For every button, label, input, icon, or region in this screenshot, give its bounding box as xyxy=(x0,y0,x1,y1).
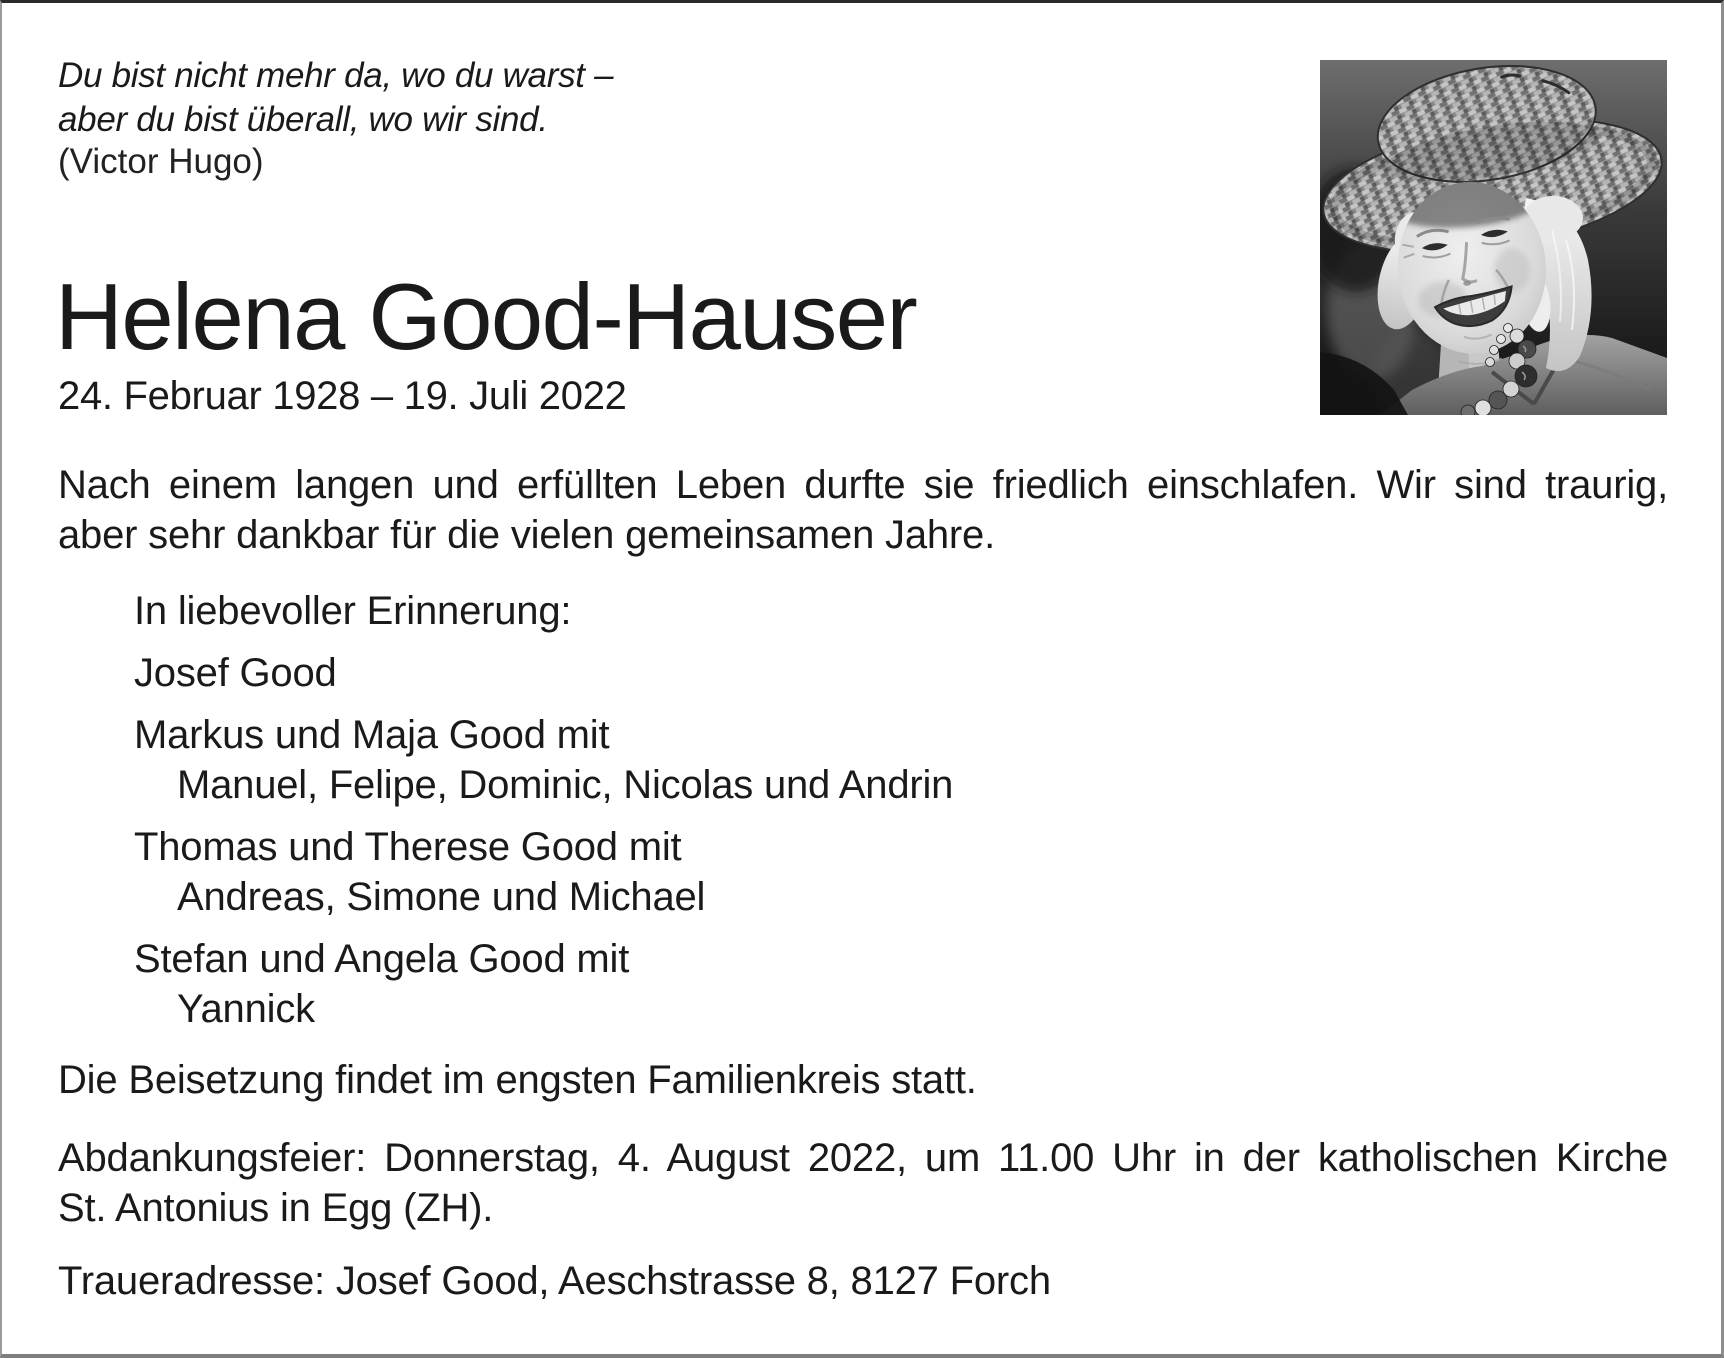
memorial-entry xyxy=(134,822,953,922)
deceased-name: Helena Good-Hauser xyxy=(55,264,917,369)
memorial-heading: In liebevoller Erinnerung: xyxy=(134,589,572,633)
memorial-entry-main: Thomas und Therese Good mit xyxy=(134,825,682,869)
portrait-photo xyxy=(1320,60,1667,415)
memorial-entry-main: Josef Good xyxy=(134,651,337,695)
memorial-entry xyxy=(134,710,953,810)
memorial-entry-sub: Yannick xyxy=(177,987,315,1031)
memorial-entry-sub: Manuel, Felipe, Dominic, Nicolas und Andrin xyxy=(177,763,954,807)
quote-line: Du bist nicht mehr da, wo du warst – xyxy=(58,56,614,95)
intro-line: Nach einem langen und erfüllten Leben durfte sie friedlich einschlafen. Wir sind traurig, xyxy=(58,463,1668,507)
quote-block xyxy=(58,54,613,142)
memorial-entry xyxy=(134,934,953,1034)
intro-line: aber sehr dankbar für die vielen gemeinsamen Jahre. xyxy=(58,513,996,557)
memorial-entry-sub: Andreas, Simone und Michael xyxy=(177,875,706,919)
memorial-entry-main: Stefan und Angela Good mit xyxy=(134,937,630,981)
memorial-entry xyxy=(134,648,953,698)
service-line: St. Antonius in Egg (ZH). xyxy=(58,1186,494,1230)
service-paragraph xyxy=(58,1133,1668,1233)
deceased-dates: 24. Februar 1928 – 19. Juli 2022 xyxy=(58,374,627,418)
intro-paragraph xyxy=(58,460,1668,560)
memorial-entry-main: Markus und Maja Good mit xyxy=(134,713,610,757)
mourning-address: Traueradresse: Josef Good, Aeschstrasse 8, 8127 Forch xyxy=(58,1259,1051,1303)
quote-line: aber du bist überall, wo wir sind. xyxy=(58,100,548,139)
burial-note: Die Beisetzung findet im engsten Familienkreis statt. xyxy=(58,1058,977,1102)
memorial-list xyxy=(134,586,953,1034)
quote-attribution: (Victor Hugo) xyxy=(58,142,264,181)
service-line: Abdankungsfeier: Donnerstag, 4. August 2022, um 11.00 Uhr in der katholischen Kirche xyxy=(58,1136,1668,1180)
